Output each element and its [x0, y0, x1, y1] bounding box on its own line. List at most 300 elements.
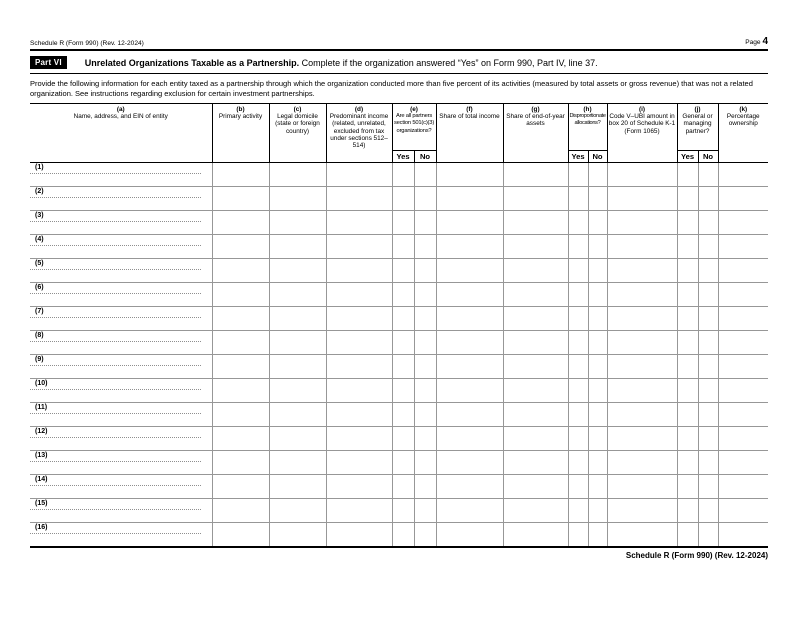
- share-eoy-assets-cell[interactable]: [503, 330, 568, 354]
- managing-partner-no-cell[interactable]: [698, 354, 718, 378]
- code-v-ubi-cell[interactable]: [607, 378, 677, 402]
- legal-domicile-cell[interactable]: [269, 354, 326, 378]
- managing-partner-yes-cell[interactable]: [677, 234, 698, 258]
- no-header-h: No: [588, 150, 607, 162]
- share-eoy-assets-cell[interactable]: [503, 258, 568, 282]
- partners-501c3-yes-cell[interactable]: [392, 186, 414, 210]
- entry-dotted-line: [30, 317, 201, 318]
- entity-name-cell[interactable]: [30, 498, 212, 522]
- legal-domicile-cell[interactable]: [269, 522, 326, 547]
- entry-dotted-line: [30, 389, 201, 390]
- column-letter: (k): [739, 105, 748, 113]
- share-eoy-assets-cell[interactable]: [503, 354, 568, 378]
- disproportionate-allocations-no-cell[interactable]: [588, 258, 607, 282]
- code-v-ubi-cell[interactable]: [607, 498, 677, 522]
- table-body: [30, 162, 768, 547]
- share-total-income-cell[interactable]: [436, 498, 503, 522]
- legal-domicile-cell[interactable]: [269, 210, 326, 234]
- predominant-income-cell[interactable]: [326, 282, 392, 306]
- disproportionate-allocations-no-cell[interactable]: [588, 306, 607, 330]
- entity-name-cell[interactable]: [30, 186, 212, 210]
- share-eoy-assets-cell[interactable]: [503, 234, 568, 258]
- percentage-ownership-cell[interactable]: [718, 378, 768, 402]
- primary-activity-cell[interactable]: [212, 306, 269, 330]
- row-number: (2): [35, 187, 44, 195]
- row-number: (9): [35, 355, 44, 363]
- share-eoy-assets-cell[interactable]: [503, 210, 568, 234]
- disproportionate-allocations-no-cell[interactable]: [588, 522, 607, 547]
- entry-dotted-line: [30, 341, 201, 342]
- entry-dotted-line: [30, 269, 201, 270]
- code-v-ubi-cell[interactable]: [607, 330, 677, 354]
- legal-domicile-cell[interactable]: [269, 162, 326, 186]
- table-row: [30, 450, 768, 474]
- percentage-ownership-cell[interactable]: [718, 402, 768, 426]
- yes-header-j: Yes: [677, 150, 698, 162]
- disproportionate-allocations-yes-cell[interactable]: [568, 330, 588, 354]
- disproportionate-allocations-yes-cell[interactable]: [568, 378, 588, 402]
- partners-501c3-no-cell[interactable]: [414, 330, 436, 354]
- code-v-ubi-cell[interactable]: [607, 450, 677, 474]
- disproportionate-allocations-yes-cell[interactable]: [568, 522, 588, 547]
- partners-501c3-no-cell[interactable]: [414, 498, 436, 522]
- managing-partner-yes-cell[interactable]: [677, 162, 698, 186]
- column-letter: (f): [466, 105, 473, 113]
- page-word: Page: [745, 39, 761, 46]
- row-number: (13): [35, 451, 48, 459]
- predominant-income-cell[interactable]: [326, 402, 392, 426]
- row-number: (10): [35, 379, 48, 387]
- managing-partner-yes-cell[interactable]: [677, 402, 698, 426]
- disproportionate-allocations-yes-cell[interactable]: [568, 162, 588, 186]
- column-header-i: [607, 103, 677, 162]
- page-number: 4: [762, 36, 768, 47]
- share-eoy-assets-cell[interactable]: [503, 450, 568, 474]
- share-total-income-cell[interactable]: [436, 282, 503, 306]
- share-total-income-cell[interactable]: [436, 186, 503, 210]
- primary-activity-cell[interactable]: [212, 186, 269, 210]
- managing-partner-yes-cell[interactable]: [677, 378, 698, 402]
- partners-501c3-no-cell[interactable]: [414, 378, 436, 402]
- share-eoy-assets-cell[interactable]: [503, 162, 568, 186]
- table-row: [30, 186, 768, 210]
- column-label: Percentage ownership: [726, 113, 760, 128]
- page-indicator: [745, 36, 768, 47]
- partners-501c3-no-cell[interactable]: [414, 162, 436, 186]
- percentage-ownership-cell[interactable]: [718, 498, 768, 522]
- yes-header-h: Yes: [568, 150, 588, 162]
- legal-domicile-cell[interactable]: [269, 306, 326, 330]
- entry-dotted-line: [30, 197, 201, 198]
- managing-partner-yes-cell[interactable]: [677, 210, 698, 234]
- share-total-income-cell[interactable]: [436, 330, 503, 354]
- partners-501c3-yes-cell[interactable]: [392, 450, 414, 474]
- column-header-k: [718, 103, 768, 162]
- primary-activity-cell[interactable]: [212, 450, 269, 474]
- row-number: (8): [35, 331, 44, 339]
- intro-paragraph: Provide the following information for each entity taxed as a partnership through which the organization conducted more than five percent of its activities (measured by total assets or gross revenue) that was not a related organization. See instructions regarding exclusion for certain investment partnerships.: [30, 79, 753, 98]
- disproportionate-allocations-yes-cell[interactable]: [568, 498, 588, 522]
- share-total-income-cell[interactable]: [436, 162, 503, 186]
- share-total-income-cell[interactable]: [436, 258, 503, 282]
- entity-name-cell[interactable]: [30, 426, 212, 450]
- partners-501c3-yes-cell[interactable]: [392, 402, 414, 426]
- partners-501c3-no-cell[interactable]: [414, 474, 436, 498]
- legal-domicile-cell[interactable]: [269, 282, 326, 306]
- primary-activity-cell[interactable]: [212, 210, 269, 234]
- managing-partner-yes-cell[interactable]: [677, 450, 698, 474]
- legal-domicile-cell[interactable]: [269, 186, 326, 210]
- disproportionate-allocations-no-cell[interactable]: [588, 330, 607, 354]
- column-header-f: [436, 103, 503, 162]
- partners-501c3-yes-cell[interactable]: [392, 306, 414, 330]
- column-letter: (b): [236, 105, 245, 113]
- primary-activity-cell[interactable]: [212, 330, 269, 354]
- table-row: [30, 426, 768, 450]
- code-v-ubi-cell[interactable]: [607, 162, 677, 186]
- partners-501c3-no-cell[interactable]: [414, 522, 436, 547]
- partners-501c3-no-cell[interactable]: [414, 402, 436, 426]
- table-row: [30, 210, 768, 234]
- managing-partner-yes-cell[interactable]: [677, 474, 698, 498]
- percentage-ownership-cell[interactable]: [718, 186, 768, 210]
- entity-name-cell[interactable]: [30, 378, 212, 402]
- disproportionate-allocations-no-cell[interactable]: [588, 186, 607, 210]
- disproportionate-allocations-no-cell[interactable]: [588, 210, 607, 234]
- share-total-income-cell[interactable]: [436, 402, 503, 426]
- percentage-ownership-cell[interactable]: [718, 450, 768, 474]
- partners-501c3-yes-cell[interactable]: [392, 162, 414, 186]
- legal-domicile-cell[interactable]: [269, 258, 326, 282]
- disproportionate-allocations-no-cell[interactable]: [588, 234, 607, 258]
- table-row: [30, 522, 768, 547]
- entry-dotted-line: [30, 533, 201, 534]
- predominant-income-cell[interactable]: [326, 426, 392, 450]
- column-label: Legal domicile (state or foreign country): [275, 113, 320, 135]
- managing-partner-yes-cell[interactable]: [677, 354, 698, 378]
- primary-activity-cell[interactable]: [212, 498, 269, 522]
- row-number: (14): [35, 475, 48, 483]
- legal-domicile-cell[interactable]: [269, 234, 326, 258]
- predominant-income-cell[interactable]: [326, 258, 392, 282]
- predominant-income-cell[interactable]: [326, 354, 392, 378]
- managing-partner-yes-cell[interactable]: [677, 186, 698, 210]
- primary-activity-cell[interactable]: [212, 474, 269, 498]
- partners-501c3-yes-cell[interactable]: [392, 378, 414, 402]
- percentage-ownership-cell[interactable]: [718, 306, 768, 330]
- disproportionate-allocations-yes-cell[interactable]: [568, 426, 588, 450]
- predominant-income-cell[interactable]: [326, 306, 392, 330]
- partners-501c3-yes-cell[interactable]: [392, 474, 414, 498]
- managing-partner-no-cell[interactable]: [698, 330, 718, 354]
- column-letter: (j): [694, 105, 701, 113]
- entity-name-cell[interactable]: [30, 402, 212, 426]
- column-label: Name, address, and EIN of entity: [73, 113, 168, 120]
- disproportionate-allocations-no-cell[interactable]: [588, 426, 607, 450]
- disproportionate-allocations-yes-cell[interactable]: [568, 282, 588, 306]
- share-total-income-cell[interactable]: [436, 426, 503, 450]
- managing-partner-no-cell[interactable]: [698, 234, 718, 258]
- column-label: Disproportionate allocations?: [569, 113, 606, 127]
- row-number: (16): [35, 523, 48, 531]
- table-row: [30, 402, 768, 426]
- share-eoy-assets-cell[interactable]: [503, 402, 568, 426]
- managing-partner-no-cell[interactable]: [698, 162, 718, 186]
- entity-name-cell[interactable]: [30, 258, 212, 282]
- predominant-income-cell[interactable]: [326, 162, 392, 186]
- column-header-e: [392, 103, 436, 150]
- table-row: [30, 378, 768, 402]
- legal-domicile-cell[interactable]: [269, 450, 326, 474]
- primary-activity-cell[interactable]: [212, 258, 269, 282]
- managing-partner-no-cell[interactable]: [698, 258, 718, 282]
- legal-domicile-cell[interactable]: [269, 474, 326, 498]
- managing-partner-no-cell[interactable]: [698, 378, 718, 402]
- predominant-income-cell[interactable]: [326, 498, 392, 522]
- disproportionate-allocations-no-cell[interactable]: [588, 354, 607, 378]
- table-row: [30, 498, 768, 522]
- percentage-ownership-cell[interactable]: [718, 162, 768, 186]
- share-eoy-assets-cell[interactable]: [503, 378, 568, 402]
- column-label: Code V–UBI amount in box 20 of Schedule K-1 (Form 1065): [608, 113, 676, 135]
- partners-501c3-no-cell[interactable]: [414, 282, 436, 306]
- disproportionate-allocations-no-cell[interactable]: [588, 162, 607, 186]
- partners-501c3-no-cell[interactable]: [414, 426, 436, 450]
- partners-501c3-yes-cell[interactable]: [392, 498, 414, 522]
- disproportionate-allocations-no-cell[interactable]: [588, 450, 607, 474]
- percentage-ownership-cell[interactable]: [718, 258, 768, 282]
- partners-501c3-no-cell[interactable]: [414, 306, 436, 330]
- entity-name-cell[interactable]: [30, 522, 212, 547]
- yes-header-e: Yes: [392, 150, 414, 162]
- predominant-income-cell[interactable]: [326, 474, 392, 498]
- percentage-ownership-cell[interactable]: [718, 522, 768, 547]
- code-v-ubi-cell[interactable]: [607, 306, 677, 330]
- page-content: [30, 36, 768, 560]
- no-header-e: No: [414, 150, 436, 162]
- legal-domicile-cell[interactable]: [269, 498, 326, 522]
- code-v-ubi-cell[interactable]: [607, 258, 677, 282]
- disproportionate-allocations-yes-cell[interactable]: [568, 186, 588, 210]
- managing-partner-yes-cell[interactable]: [677, 282, 698, 306]
- disproportionate-allocations-yes-cell[interactable]: [568, 474, 588, 498]
- entity-name-cell[interactable]: [30, 474, 212, 498]
- partners-501c3-yes-cell[interactable]: [392, 354, 414, 378]
- code-v-ubi-cell[interactable]: [607, 474, 677, 498]
- column-label: Predominant income (related, unrelated, excluded from tax under sections 512–514): [329, 113, 389, 150]
- managing-partner-no-cell[interactable]: [698, 498, 718, 522]
- predominant-income-cell[interactable]: [326, 186, 392, 210]
- percentage-ownership-cell[interactable]: [718, 282, 768, 306]
- partners-501c3-no-cell[interactable]: [414, 234, 436, 258]
- predominant-income-cell[interactable]: [326, 210, 392, 234]
- managing-partner-no-cell[interactable]: [698, 306, 718, 330]
- share-total-income-cell[interactable]: [436, 378, 503, 402]
- disproportionate-allocations-yes-cell[interactable]: [568, 354, 588, 378]
- form-version-text: Schedule R (Form 990) (Rev. 12-2024): [30, 40, 144, 47]
- code-v-ubi-cell[interactable]: [607, 426, 677, 450]
- entry-dotted-line: [30, 509, 201, 510]
- entity-name-cell[interactable]: [30, 450, 212, 474]
- managing-partner-yes-cell[interactable]: [677, 426, 698, 450]
- entity-name-cell[interactable]: [30, 306, 212, 330]
- table-row: [30, 306, 768, 330]
- partners-501c3-yes-cell[interactable]: [392, 282, 414, 306]
- percentage-ownership-cell[interactable]: [718, 330, 768, 354]
- partners-501c3-no-cell[interactable]: [414, 354, 436, 378]
- disproportionate-allocations-yes-cell[interactable]: [568, 210, 588, 234]
- disproportionate-allocations-yes-cell[interactable]: [568, 258, 588, 282]
- disproportionate-allocations-yes-cell[interactable]: [568, 402, 588, 426]
- partners-501c3-yes-cell[interactable]: [392, 258, 414, 282]
- disproportionate-allocations-yes-cell[interactable]: [568, 306, 588, 330]
- primary-activity-cell[interactable]: [212, 402, 269, 426]
- entry-dotted-line: [30, 437, 201, 438]
- entity-name-cell[interactable]: [30, 354, 212, 378]
- disproportionate-allocations-yes-cell[interactable]: [568, 234, 588, 258]
- primary-activity-cell[interactable]: [212, 234, 269, 258]
- managing-partner-no-cell[interactable]: [698, 186, 718, 210]
- entry-dotted-line: [30, 245, 201, 246]
- part-heading-row: [30, 56, 768, 74]
- table-header: [30, 103, 768, 162]
- row-number: (5): [35, 259, 44, 267]
- partners-501c3-no-cell[interactable]: [414, 210, 436, 234]
- column-header-j: [677, 103, 718, 150]
- legal-domicile-cell[interactable]: [269, 330, 326, 354]
- share-eoy-assets-cell[interactable]: [503, 474, 568, 498]
- table-row: [30, 162, 768, 186]
- entity-name-cell[interactable]: [30, 330, 212, 354]
- percentage-ownership-cell[interactable]: [718, 474, 768, 498]
- disproportionate-allocations-no-cell[interactable]: [588, 282, 607, 306]
- code-v-ubi-cell[interactable]: [607, 234, 677, 258]
- entity-name-cell[interactable]: [30, 162, 212, 186]
- code-v-ubi-cell[interactable]: [607, 522, 677, 547]
- primary-activity-cell[interactable]: [212, 522, 269, 547]
- managing-partner-no-cell[interactable]: [698, 426, 718, 450]
- disproportionate-allocations-no-cell[interactable]: [588, 378, 607, 402]
- column-letter: (h): [583, 105, 592, 113]
- share-total-income-cell[interactable]: [436, 234, 503, 258]
- table-row: [30, 282, 768, 306]
- code-v-ubi-cell[interactable]: [607, 354, 677, 378]
- percentage-ownership-cell[interactable]: [718, 354, 768, 378]
- code-v-ubi-cell[interactable]: [607, 210, 677, 234]
- predominant-income-cell[interactable]: [326, 378, 392, 402]
- part-title-line: [85, 58, 598, 68]
- column-label: General or managing partner?: [682, 113, 713, 135]
- managing-partner-no-cell[interactable]: [698, 402, 718, 426]
- partners-501c3-yes-cell[interactable]: [392, 234, 414, 258]
- predominant-income-cell[interactable]: [326, 330, 392, 354]
- table-row: [30, 258, 768, 282]
- predominant-income-cell[interactable]: [326, 522, 392, 547]
- percentage-ownership-cell[interactable]: [718, 210, 768, 234]
- legal-domicile-cell[interactable]: [269, 426, 326, 450]
- row-number: (4): [35, 235, 44, 243]
- no-header-j: No: [698, 150, 718, 162]
- predominant-income-cell[interactable]: [326, 450, 392, 474]
- disproportionate-allocations-yes-cell[interactable]: [568, 450, 588, 474]
- percentage-ownership-cell[interactable]: [718, 234, 768, 258]
- partners-501c3-yes-cell[interactable]: [392, 426, 414, 450]
- partners-501c3-yes-cell[interactable]: [392, 210, 414, 234]
- code-v-ubi-cell[interactable]: [607, 402, 677, 426]
- entity-name-cell[interactable]: [30, 234, 212, 258]
- disproportionate-allocations-no-cell[interactable]: [588, 402, 607, 426]
- managing-partner-no-cell[interactable]: [698, 522, 718, 547]
- column-label: Primary activity: [218, 113, 263, 120]
- share-eoy-assets-cell[interactable]: [503, 498, 568, 522]
- share-total-income-cell[interactable]: [436, 354, 503, 378]
- entity-name-cell[interactable]: [30, 282, 212, 306]
- column-header-d: [326, 103, 392, 162]
- managing-partner-yes-cell[interactable]: [677, 498, 698, 522]
- primary-activity-cell[interactable]: [212, 282, 269, 306]
- percentage-ownership-cell[interactable]: [718, 426, 768, 450]
- managing-partner-no-cell[interactable]: [698, 450, 718, 474]
- managing-partner-yes-cell[interactable]: [677, 522, 698, 547]
- partners-501c3-no-cell[interactable]: [414, 258, 436, 282]
- footer-form-version: Schedule R (Form 990) (Rev. 12-2024): [625, 550, 768, 560]
- disproportionate-allocations-no-cell[interactable]: [588, 498, 607, 522]
- column-header-c: [269, 103, 326, 162]
- code-v-ubi-cell[interactable]: [607, 186, 677, 210]
- share-eoy-assets-cell[interactable]: [503, 306, 568, 330]
- code-v-ubi-cell[interactable]: [607, 282, 677, 306]
- primary-activity-cell[interactable]: [212, 354, 269, 378]
- managing-partner-yes-cell[interactable]: [677, 306, 698, 330]
- share-total-income-cell[interactable]: [436, 522, 503, 547]
- share-total-income-cell[interactable]: [436, 210, 503, 234]
- column-label: Are all partners section 501(c)(3) organizations?: [393, 113, 435, 134]
- share-eoy-assets-cell[interactable]: [503, 186, 568, 210]
- share-total-income-cell[interactable]: [436, 306, 503, 330]
- primary-activity-cell[interactable]: [212, 426, 269, 450]
- column-header-a: [30, 103, 212, 162]
- primary-activity-cell[interactable]: [212, 162, 269, 186]
- share-total-income-cell[interactable]: [436, 450, 503, 474]
- legal-domicile-cell[interactable]: [269, 402, 326, 426]
- managing-partner-yes-cell[interactable]: [677, 258, 698, 282]
- managing-partner-no-cell[interactable]: [698, 474, 718, 498]
- entry-dotted-line: [30, 365, 201, 366]
- page-top-row: [30, 36, 768, 51]
- entry-dotted-line: [30, 293, 201, 294]
- partners-501c3-yes-cell[interactable]: [392, 522, 414, 547]
- share-total-income-cell[interactable]: [436, 474, 503, 498]
- share-eoy-assets-cell[interactable]: [503, 282, 568, 306]
- primary-activity-cell[interactable]: [212, 378, 269, 402]
- share-eoy-assets-cell[interactable]: [503, 522, 568, 547]
- disproportionate-allocations-no-cell[interactable]: [588, 474, 607, 498]
- partners-501c3-no-cell[interactable]: [414, 186, 436, 210]
- predominant-income-cell[interactable]: [326, 234, 392, 258]
- managing-partner-yes-cell[interactable]: [677, 330, 698, 354]
- partners-501c3-no-cell[interactable]: [414, 450, 436, 474]
- legal-domicile-cell[interactable]: [269, 378, 326, 402]
- partners-501c3-yes-cell[interactable]: [392, 330, 414, 354]
- row-number: (15): [35, 499, 48, 507]
- entity-name-cell[interactable]: [30, 210, 212, 234]
- managing-partner-no-cell[interactable]: [698, 282, 718, 306]
- table-row: [30, 234, 768, 258]
- share-eoy-assets-cell[interactable]: [503, 426, 568, 450]
- managing-partner-no-cell[interactable]: [698, 210, 718, 234]
- row-number: (12): [35, 427, 48, 435]
- column-header-h: [568, 103, 607, 150]
